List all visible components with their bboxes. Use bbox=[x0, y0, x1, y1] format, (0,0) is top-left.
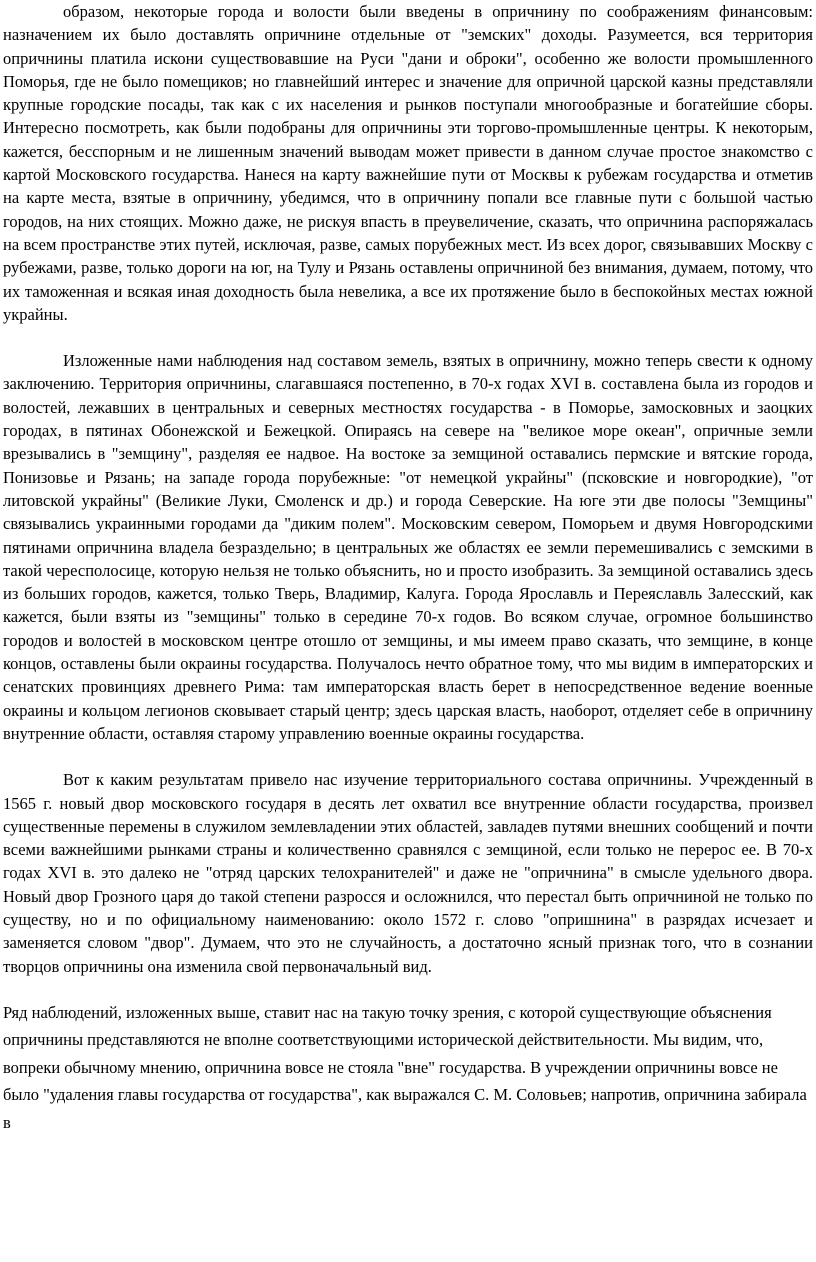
paragraph-1: образом, некоторые города и волости были введены в опричнину по соображениям финансовым: назначением их было доставлять опричнине отдельные от "земских" доходы. Разумеется, вся территория опричнины платила искони существовавшие на Руси "дани и оброки", особенно же волости промышленного Поморья, где не было помещиков; но главнейший интерес и значение для опричной царской казны представляли крупные городские посады, так как с их населения и рынков поступали многообразные и богатейшие сборы. Интересно посмотреть, как были подобраны для опричнины эти торгово-промышленные центры. К некоторым, кажется, бесспорным и не лишенным значений выводам может привести в данном случае простое знакомство с картой Московского государства. Нанеся на карту важнейшие пути от Москвы к рубежам государства и отметив на карте места, взятые в опричнину, убедимся, что в опричнину попали все главные пути с большой частью городов, на них стоящих. Можно даже, не рискуя впасть в преувеличение, сказать, что опричнина распоряжалась на всем пространстве этих путей, исключая, разве, самых порубежных мест. Из всех дорог, связывавших Москву с рубежами, разве, только дороги на юг, на Тулу и Рязань оставлены опричниной без внимания, думаем, потому, что их таможенная и всякая иная доходность была невелика, а все их протяжение было в беспокойных местах южной украйны. bbox=[3, 2, 813, 324]
paragraph-2: Изложенные нами наблюдения над составом земель, взятых в опричнину, можно теперь свести к одному заключению. Территория опричнины, слагавшаяся постепенно, в 70-х годах XVI в. составлена была из городов и волостей, лежавших в центральных и северных местностях государства - в Поморье, замосковных и заоцких городах, в пятинах Обонежской и Бежецкой. Опираясь на севере на "великое море океан", опричные земли врезывались в "земщину", разделяя ее надвое. На востоке за земщиной оставались пермские и вятские города, Понизовье и Рязань; на западе города порубежные: "от немецкой украйны" (псковские и новгородкие), "от литовской украйны" (Великие Луки, Смоленск и др.) и города Северские. На юге эти две полосы "Земщины" связывались украинными городами да "диким полем". Московским севером, Поморьем и двумя Новгородскими пятинами опричнина владела безраздельно; в центральных же областях ее земли перемешивались с земскими в такой чересполосице, которую нельзя не только объяснить, но и просто изобразить. За земщиной оставались здесь из больших городов, кажется, только Тверь, Владимир, Калуга. Города Ярославль и Переяславль Залесский, как кажется, были взяты из "земщины" только в середине 70-х годов. Во всяком случае, огромное большинство городов и волостей в московском центре отошло от земщины, и мы имеем право сказать, что земщине, в конце концов, оставлены были окраины государства. Получалось нечто обратное тому, что мы видим в императорских и сенатских провинциях древнего Рима: там императорская власть берет в непосредственное ведение военные окраины и кольцом легионов сковывает старый центр; здесь царская власть, наоборот, отделяет себе в опричнину внутренние области, оставляя старому управлению военные окраины государства. bbox=[3, 351, 813, 743]
paragraph-4: Ряд наблюдений, изложенных выше, ставит нас на такую точку зрения, с которой существующие объяснения опричнины представляются не вполне соответствующими исторической действительности. Мы видим, что, вопреки обычному мнению, опричнина вовсе не стояла "вне" государства. В учреждении опричнины вовсе не было "удаления главы государства от государства", как выражался С. М. Соловьев; напротив, опричнина забирала в bbox=[3, 1002, 807, 1132]
paragraph-3: Вот к каким результатам привело нас изучение территориального состава опричнины. Учрежденный в 1565 г. новый двор московского государя в десять лет охватил все внутренние области государства, произвел существенные перемены в служилом землевладении этих областей, завладев путями внешних сообщений и почти всеми важнейшими рынками страны и количественно сравнялся с земщиной, если только не перерос ее. В 70-х годах XVI в. это далеко не "отряд царских телохранителей" и даже не "опричнина" в смысле удельного двора. Новый двор Грозного царя до такой степени разросся и осложнился, что перестал быть опричниной не только по существу, но и по официальному наименованию: около 1572 г. слово "опришнина" в разрядах исчезает и заменяется словом "двор". Думаем, что это не случайность, а достаточно ясный признак того, что в сознании творцов опричнины она изменила свой первоначальный вид. bbox=[3, 770, 813, 976]
